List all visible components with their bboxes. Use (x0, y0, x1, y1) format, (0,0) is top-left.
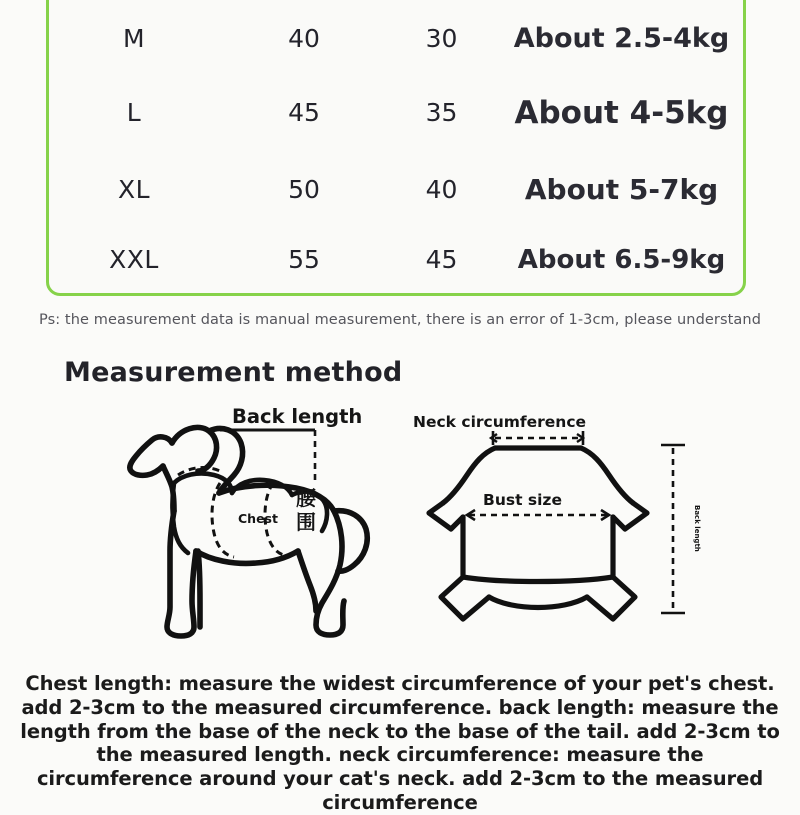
cell-neck-circumference: 35 (425, 98, 458, 128)
cell-weight: About 6.5-9kg (517, 244, 726, 275)
cell-neck-circumference: 45 (425, 245, 458, 275)
table-row (49, 73, 749, 153)
cell-back-length: 45 (288, 98, 320, 128)
page-title: Measurement method (64, 357, 403, 388)
waist-label-cjk: 腰 (296, 486, 316, 510)
cell-size: L (126, 98, 142, 128)
bust-size-label: Bust size (483, 491, 562, 509)
neck-circumference-arrow (491, 431, 583, 445)
garment-measurement-diagram (405, 405, 705, 645)
chest-label: Chest (238, 511, 278, 526)
cell-size: XL (117, 174, 151, 204)
cell-neck-circumference: 30 (425, 23, 458, 53)
cell-neck-circumference: 40 (425, 174, 458, 204)
size-table-container (46, 0, 746, 296)
dog-measurement-diagram (110, 405, 400, 655)
size-table (49, 0, 749, 293)
waist-label-cjk-2: 围 (296, 510, 316, 534)
cell-back-length: 50 (288, 174, 320, 204)
bust-size-arrow (467, 510, 609, 520)
table-row (49, 226, 749, 293)
back-length-vertical-label: Back length (693, 505, 701, 552)
table-row (49, 4, 749, 73)
back-length-measure (661, 445, 685, 613)
cell-weight: About 4-5kg (514, 94, 729, 131)
garment-outline (429, 448, 647, 619)
cell-size: XXL (109, 245, 159, 275)
cell-back-length: 55 (288, 245, 320, 275)
neck-circumference-label: Neck circumference (413, 413, 587, 431)
cell-size: M (122, 23, 146, 53)
dog-outline (130, 427, 367, 636)
measurement-disclaimer: Ps: the measurement data is manual measurement, there is an error of 1-3cm, please understand (38, 312, 761, 328)
cell-weight: About 5-7kg (524, 172, 719, 206)
cell-weight: About 2.5-4kg (513, 22, 730, 54)
table-row (49, 153, 749, 226)
measurement-diagrams (0, 405, 800, 660)
back-length-label: Back length (232, 405, 363, 428)
cell-back-length: 40 (288, 23, 320, 53)
measurement-instructions: Chest length: measure the widest circumference of your pet's chest. add 2-3cm to the measured circumference. back length: measure the length from the base of the neck to the base of the tail. add 2-3cm to the measured length. neck circumference: measure the circumference around your cat's neck. add 2-3cm to the measured circumference (20, 672, 780, 814)
